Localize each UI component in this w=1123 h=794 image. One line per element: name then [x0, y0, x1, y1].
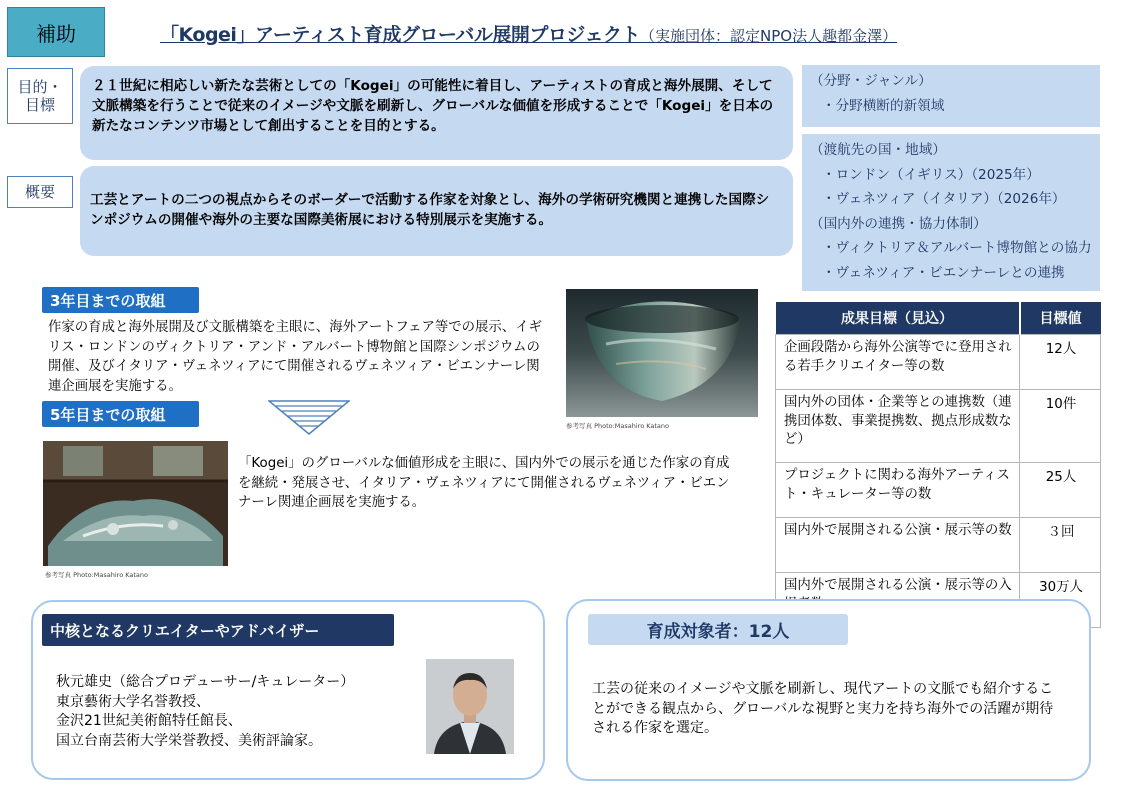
outcome-goal: 国内外の団体・企業等との連携数（連携団体数、事業提携数、拠点形成数など）: [776, 390, 1020, 463]
field-heading: （分野・ジャンル）: [810, 73, 932, 89]
photo-credit: 参考写真 Photo:Masahiro Katano: [566, 422, 670, 430]
cooperation-item: ・ヴィクトリア＆アルバート博物館との協力: [822, 240, 1092, 256]
outcome-value: 12人: [1020, 335, 1101, 390]
purpose-text: ２１世紀に相応しい新たな芸術としての「Kogei」の可能性に着目し、アーティストの育成と海外展開、そして文脈構築を行うことで従来のイメージや文脈を刷新し、グローバルな価値を形成することで「Kogei」を日本の新たなコンテンツ市場として創出することを目的とする。: [80, 66, 793, 160]
destination-item: ・ヴェネツィア（イタリア）（2026年）: [822, 191, 1066, 207]
overview-label: 概要: [7, 176, 73, 208]
outcome-table-header: [776, 302, 1101, 335]
column-header-goal: 成果目標（見込）: [776, 302, 1020, 335]
advisor-portrait: [426, 659, 514, 754]
photo-credit: 参考写真 Photo:Masahiro Katano: [45, 571, 149, 579]
outcome-goal: 国内外で展開される公演・展示等の入: [776, 573, 1020, 628]
advisor-title: 東京藝術大学名誉教授、: [56, 693, 210, 710]
field-item: ・分野横断的新領域: [822, 97, 945, 114]
page-title-main: 「Kogei」アーティスト育成グローバル展開プロジェクト: [160, 24, 641, 46]
purpose-label: 目的・ 目標: [7, 68, 73, 124]
advisor-title: 国立台南芸術大学栄誉教授、美術評論家。: [56, 732, 322, 749]
year3-heading: 3年目までの取組: [42, 287, 199, 313]
page-title: [160, 20, 1060, 47]
outcome-value: 10件: [1020, 390, 1101, 463]
outcome-value: ３回: [1020, 518, 1101, 573]
page-title-organizer: （実施団体：認定NPO法人趣都金澤）: [640, 27, 898, 45]
core-creators-heading: 中核となるクリエイターやアドバイザー: [42, 614, 394, 646]
outcome-goal: プロジェクトに関わる海外アーティスト・キュレーター等の数: [776, 463, 1020, 518]
table-row: [776, 518, 1101, 573]
outcome-value: 25人: [1020, 463, 1101, 518]
destination-panel: [802, 134, 1100, 291]
overview-text: 工芸とアートの二つの視点からそのボーダーで活動する作家を対象とし、海外の学術研究機関と連携した国際シンポジウムの開催や海外の主要な国際美術展における特別展示を実施する。: [80, 166, 793, 256]
table-row: [776, 335, 1101, 390]
advisor-name: 秋元雄史（総合プロデューサー/キュレーター）: [56, 674, 355, 690]
artwork-photo-bowl: [566, 289, 758, 417]
destination-item: ・ロンドン（イギリス）（2025年）: [822, 166, 1040, 183]
outcome-value: 30万人: [1020, 573, 1101, 628]
down-arrow-icon: [268, 400, 350, 435]
trainee-target-text: 工芸の従来のイメージや文脈を刷新し、現代アートの文脈でも紹介することができる観点から、グローバルな視野と実力を持ち海外での活躍が期待される作家を選定。: [592, 681, 1054, 736]
advisor-profile: [56, 673, 354, 751]
table-row: [776, 463, 1101, 518]
outcome-table: [775, 302, 1101, 628]
outcome-goal: 企画段階から海外公演等でに登用される若手クリエイター等の数: [776, 335, 1020, 390]
outcome-goal: 国内外で展開される公演・展示等の数: [776, 518, 1020, 573]
trainee-target-heading: 育成対象者：12人: [588, 614, 848, 645]
year5-text: 「Kogei」のグローバルな価値形成を主眼に、国内外での展示を通じた作家の育成を継続・発展させ、イタリア・ヴェネツィアにて開催されるヴェネツィア・ビエンナーレ関連企画展を実施する。: [238, 456, 730, 510]
artwork-photo-installation: [43, 441, 228, 566]
year3-text: 作家の育成と海外展開及び文脈構築を主眼に、海外アートフェア等での展示、イギリス・ロンドンのヴィクトリア・アンド・アルバート博物館と国際シンポジウムの開催、及びイタリア・ヴェネツィアにて開催されるヴェネツィア・ビエンナーレ関連企画展を実施する。: [48, 320, 542, 394]
destination-heading: （渡航先の国・地域）: [810, 142, 946, 158]
table-row: [776, 390, 1101, 463]
column-header-value: 目標値: [1020, 302, 1101, 335]
cooperation-heading: （国内外の連携・協力体制）: [810, 215, 987, 232]
advisor-title: 金沢21世紀美術館特任館長、: [56, 713, 242, 729]
field-panel: [802, 65, 1100, 127]
category-tag: 補助: [7, 7, 105, 57]
year5-heading: 5年目までの取組: [42, 401, 199, 427]
cooperation-item: ・ヴェネツィア・ビエンナーレとの連携: [822, 264, 1065, 281]
